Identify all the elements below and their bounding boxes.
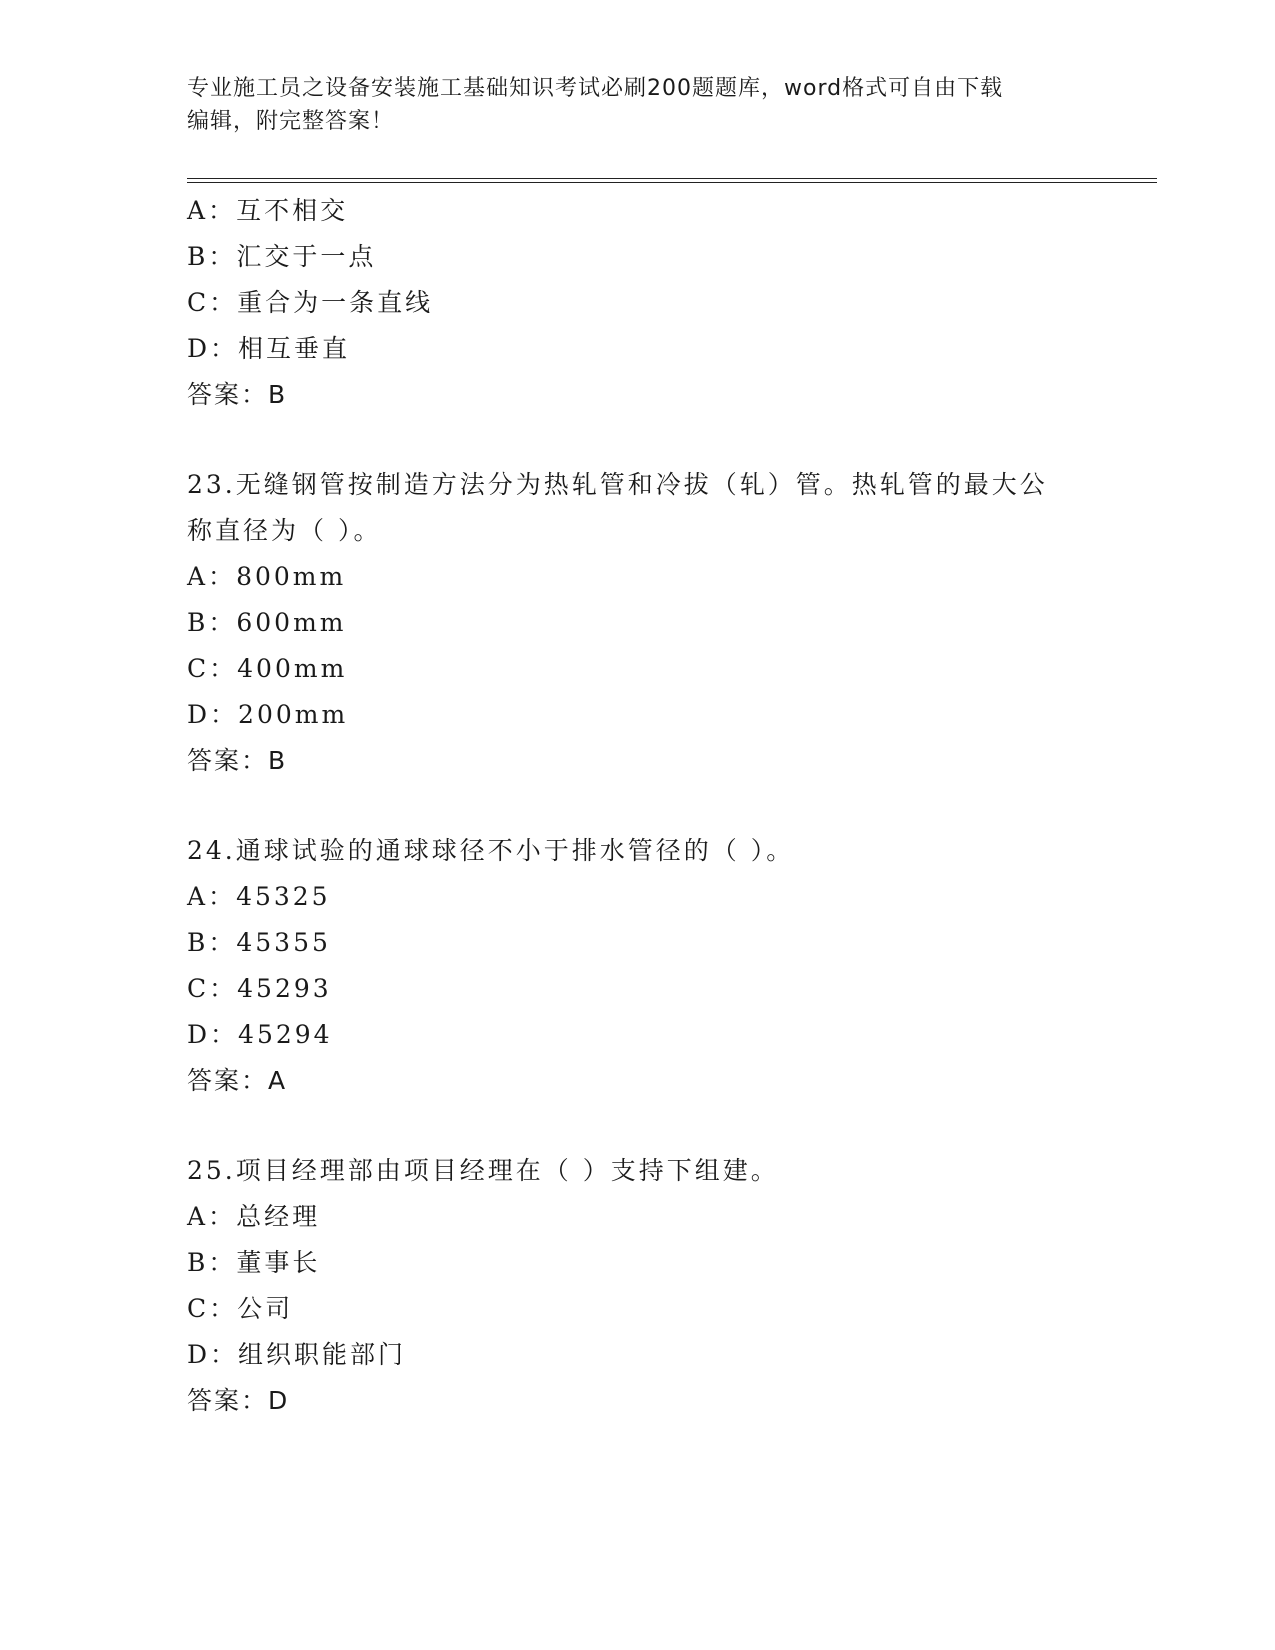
option-b (187, 1240, 1087, 1286)
option-label: D： (187, 1020, 239, 1049)
option-label: B： (187, 608, 237, 637)
option-text: 800mm (236, 562, 347, 591)
option-b (187, 600, 1087, 646)
question-22 (187, 188, 1087, 418)
option-label: A： (187, 1202, 237, 1231)
question-24 (187, 828, 1087, 1104)
option-c (187, 966, 1087, 1012)
question-text-line-2: 称直径为（ ）。 (187, 516, 382, 545)
option-text: 400mm (237, 654, 348, 683)
answer-line: 答案：D (187, 1386, 290, 1415)
option-text: 汇交于一点 (236, 242, 377, 271)
option-a (187, 554, 1087, 600)
option-d (187, 326, 1087, 372)
option-label: B： (187, 928, 237, 957)
option-b (187, 234, 1087, 280)
header-divider (187, 178, 1157, 183)
option-label: C： (187, 654, 238, 683)
option-text: 相互垂直 (238, 334, 351, 363)
option-text: 45294 (238, 1020, 333, 1049)
option-d (187, 692, 1087, 738)
option-c (187, 280, 1087, 326)
option-d (187, 1012, 1087, 1058)
option-text: 45293 (237, 974, 332, 1003)
option-label: A： (187, 882, 237, 911)
option-label: A： (187, 196, 237, 225)
option-text: 45355 (236, 928, 331, 957)
option-a (187, 1194, 1087, 1240)
document-header (187, 72, 1087, 138)
option-text: 总经理 (236, 1202, 321, 1231)
option-text: 互不相交 (236, 196, 349, 225)
answer-line: 答案：A (187, 1066, 288, 1095)
header-title-line-1: 专业施工员之设备安装施工基础知识考试必刷200题题库，word格式可自由下载 (187, 76, 1004, 101)
question-25 (187, 1148, 1087, 1424)
option-label: B： (187, 242, 237, 271)
option-text: 45325 (236, 882, 331, 911)
option-a (187, 874, 1087, 920)
option-label: C： (187, 1294, 238, 1323)
option-c (187, 1286, 1087, 1332)
option-label: A： (187, 562, 237, 591)
option-text: 董事长 (236, 1248, 321, 1277)
option-b (187, 920, 1087, 966)
option-label: B： (187, 1248, 237, 1277)
answer-line: 答案：B (187, 380, 288, 409)
option-a (187, 188, 1087, 234)
option-text: 200mm (238, 700, 349, 729)
option-text: 重合为一条直线 (237, 288, 434, 317)
option-text: 600mm (236, 608, 347, 637)
question-list (187, 188, 1087, 1468)
option-d (187, 1332, 1087, 1378)
question-text-line-1: 23.无缝钢管按制造方法分为热轧管和冷拔（轧）管。热轧管的最大公 (187, 470, 1048, 499)
option-label: C： (187, 974, 238, 1003)
question-23 (187, 462, 1087, 784)
option-label: D： (187, 334, 239, 363)
question-text-line-1: 25.项目经理部由项目经理在（ ）支持下组建。 (187, 1156, 779, 1185)
option-text: 公司 (237, 1294, 294, 1323)
option-text: 组织职能部门 (238, 1340, 407, 1369)
answer-line: 答案：B (187, 746, 288, 775)
option-label: C： (187, 288, 238, 317)
question-text-line-1: 24.通球试验的通球球径不小于排水管径的（ ）。 (187, 836, 795, 865)
option-c (187, 646, 1087, 692)
option-label: D： (187, 1340, 239, 1369)
header-title-line-2: 编辑，附完整答案！ (187, 109, 395, 134)
option-label: D： (187, 700, 239, 729)
